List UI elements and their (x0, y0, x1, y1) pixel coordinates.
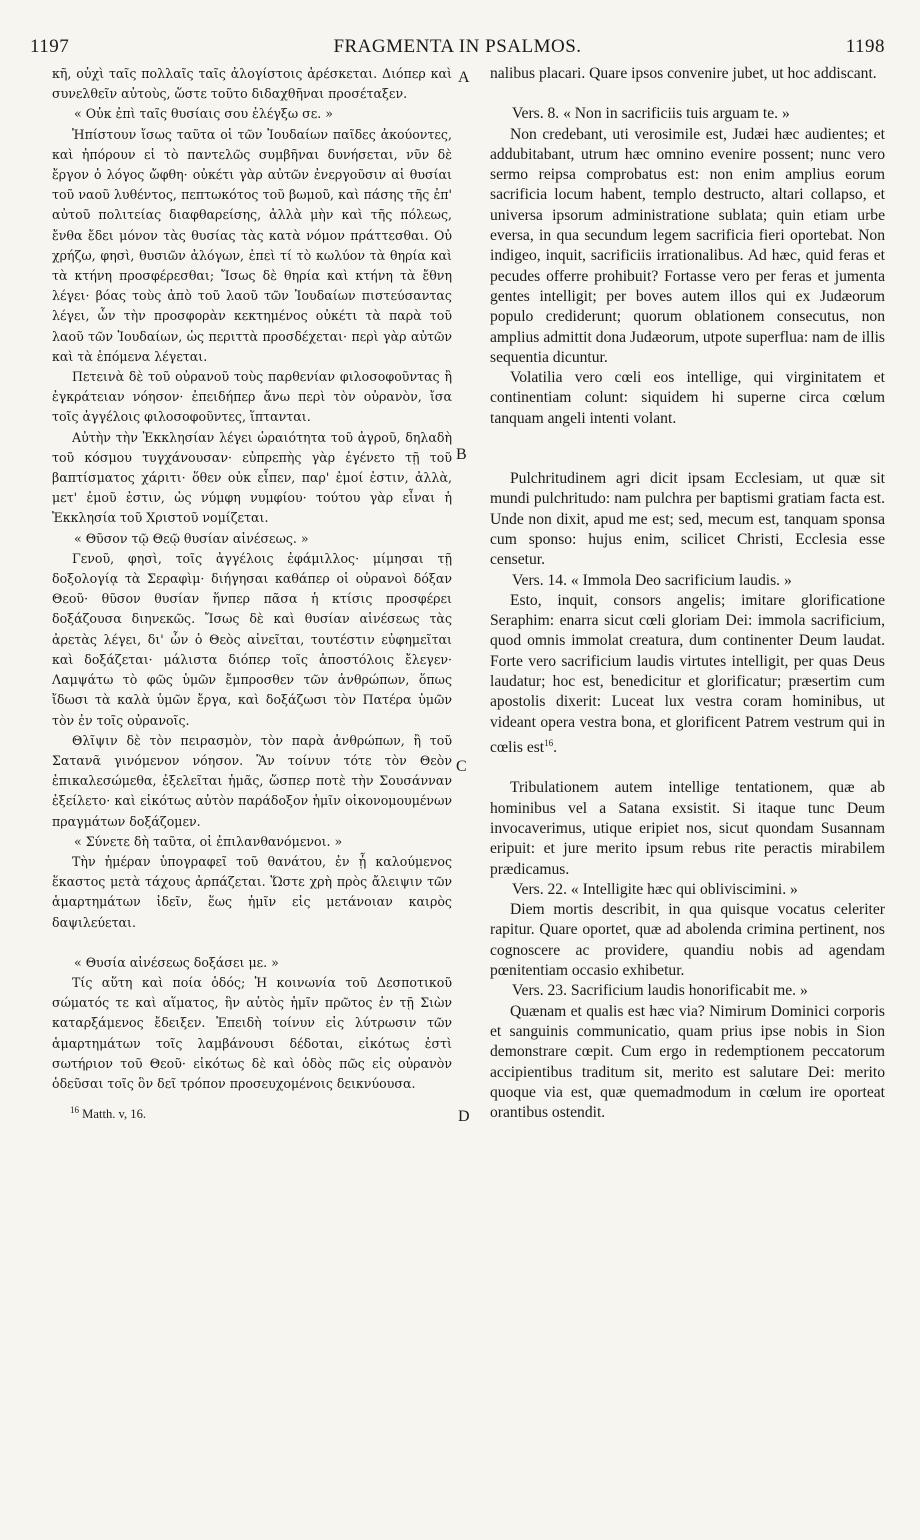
latin-paragraph-text: Esto, inquit, consors angelis; imitare glorificatione Seraphim: enarra sicut cœli gloriam Dei: immola sacrificium, quod omnis immolat creatura, dum continenter Deum laudat. Forte vero sacrificium laudis virtutes intelligit, per quas Deus laudatur; hoc est, benedicitur et glorificatur; præsertim cum apostolis dixerit: Luceat lux vestra coram hominibus, ut videant opera vestra bona, et glorificent Patrem vestrum qui in cœlis est (490, 591, 885, 757)
running-title: FRAGMENTA IN PSALMOS. (333, 36, 582, 57)
latin-paragraph: Volatilia vero cœli eos intellige, qui virginitatem et continentiam colunt: siquidem hi superne circa cœlum tanquam angeli intenti volant. (490, 369, 885, 427)
latin-verse-heading: Vers. 14. « Immola Deo sacrificium laudis. » (512, 571, 792, 589)
greek-paragraph: Αὐτὴν τὴν Ἐκκλησίαν λέγει ὡραιότητα τοῦ ἀγροῦ, δηλαδὴ τοῦ κόσμου τυγχάνουσαν· εὐπρεπὴς γὰρ ἐγένετο τῇ τοῦ βαπτίσματος χάριτι· ὅθεν οὐκ εἶπεν, παρ' ἐμοί ἐστιν, ἀλλὰ, μετ' ἐμοῦ ἐστιν, ὡς νύμφη νυμφίου· τούτου γὰρ εἶναι ἡ Ἐκκλησία τοῦ Χριστοῦ νομίζεται. (52, 429, 452, 526)
latin-verse-heading: Vers. 22. « Intelligite hæc qui obliviscimini. » (512, 880, 798, 898)
greek-paragraph: Ἠπίστουν ἴσως ταῦτα οἱ τῶν Ἰουδαίων παῖδες ἀκούοντες, καὶ ἠπόρουν εἰ τὸ παντελῶς συμβῆναι δυνήσεται, νῦν δὲ ἔργον ὁ λόγος ὤφθη· οὐκέτι γὰρ αὐτῶν ἐνεργοῦσιν αἱ θυσίαι τοῦ ναοῦ λυθέντος, πεπτωκότος τοῦ βωμοῦ, καὶ πάσης τῆς ἐπ' αὐτοῦ πολιτείας διαφθαρείσης, ἀλλὰ μὴν καὶ τῆς πόλεως, ἔνθα ἔδει μόνον τὰς θυσίας τὰς κατὰ νόμον πράττεσθαι. Οὐ χρήζω, φησὶ, θυσιῶν ἀλόγων, ἐπεὶ τί τὸ κωλύον τὰ θηρία καὶ τὰ κτήνη προσφέρεσθαι; Ἴσως δὲ θηρία καὶ κτήνη τὰ ἔθνη λέγει· βόας τοὺς ἀπὸ τοῦ λαοῦ τῶν Ἰουδαίων πιστεύσαντας λέγει, ὧν τὴν προσφορὰν κεκτημένος οὐκέτι τὰ παρὰ τοῦ λαοῦ τῶν Ἰουδαίων, ὡς περιττὰ προσδέχεται· περὶ γὰρ αὐτῶν καὶ τὰ ἑπόμενα λέγεται. (52, 126, 452, 364)
page-number-left: 1197 (30, 36, 70, 57)
latin-paragraph: Pulchritudinem agri dicit ipsam Ecclesiam, ut quæ sit mundi pulchritudo: nam pulchra per baptismi gratiam facta est. Unde non dixit, apud me est; sed, mecum est, tanquam sponsa cum sponso: hujus enim, scilicet Christi, Ecclesia esse censetur. (490, 470, 885, 569)
greek-paragraph: Γενοῦ, φησὶ, τοῖς ἀγγέλοις ἐφάμιλλος· μίμησαι τῇ δοξολογίᾳ τὰ Σεραφὶμ· διήγησαι καθάπερ οἱ οὐρανοὶ δόξαν Θεοῦ· θῦσον θυσίαν ἥνπερ πᾶσα ἡ κτίσις προσφέρει δοξάζουσα διηνεκῶς. Ἴσως δὲ καὶ θυσίαν αἰνέσεως τὰς ἀρετὰς λέγει, δι' ὧν ὁ Θεὸς αἰνεῖται, τουτέστιν εὐφημεῖται καὶ δοξάζεται· μάλιστα διόπερ τοῖς ἀποστόλοις ἔλεγεν· Λαμψάτω τὸ φῶς ὑμῶν ἔμπροσθεν τῶν ἀνθρώπων, ὅπως ἴδωσι τὰ καλὰ ὑμῶν ἔργα, καὶ δοξάζωσι τὸν Πατέρα ὑμῶν τὸν ἐν τοῖς οὐρανοῖς. (52, 550, 452, 728)
greek-paragraph: Θλῖψιν δὲ τὸν πειρασμὸν, τὸν παρὰ ἀνθρώπων, ἢ τοῦ Σατανᾶ γινόμενον νόησον. Ἂν τοίνυν τότε τὸν Θεὸν ἐπικαλεσώμεθα, ἐξελεῖται ἡμᾶς, ὥσπερ ποτὲ τὴν Σουσάνναν ἐξείλετο· καὶ εἰκότως αὐτὸν παράδοξον ἡμῖν οἰκονομουμένων πραγμάτων δοξάζομεν. (52, 732, 452, 829)
footnote-ref: 16 (544, 737, 554, 748)
greek-verse-heading: « Σύνετε δὴ ταῦτα, οἱ ἐπιλανθανόμενοι. » (74, 833, 343, 849)
footnote-number: 16 (70, 1105, 79, 1116)
latin-column (490, 64, 885, 1123)
footnote (52, 1100, 452, 1124)
margin-marker-d: D (458, 1108, 470, 1125)
greek-column (52, 64, 452, 1125)
latin-paragraph: Non credebant, uti verosimile est, Judæi hæc audientes; et addubitabant, utrum hæc omnino evenire possent; nunc vero sermo reipsa comprobatus est: non enim amplius eorum sacrificia locum habent, templo destructo, altari collapso, et universa ipsorum administratione sublata; quin etiam urbe eversa, in qua secundum legem sacrificia fieri oportebat. Non indigeo, inquit, sacrificiis irrationalibus. Ad hæc, quid feras et pecudes offerre prohibuit? Fortasse vero per feras et jumenta gentes intelligit; per boves autem illos qui ex Judæorum populo crediderunt; quorum oblationem consecutus, non amplius admittit dona Judæorum, utpote superflua: nam de illis sequentia dicuntur. (490, 125, 885, 366)
page-header (30, 36, 885, 60)
latin-paragraph: Esto, inquit, consors angelis; imitare glorificatione Seraphim: enarra sicut cœli gloriam Dei: immola sacrificium, quod omnis immolat creatura, dum continenter Deum laudat. Forte vero sacrificium laudis virtutes intelligit, per quas Deus laudatur; hoc est, benedicitur et glorificatur; præsertim cum apostolis dixerit: Luceat lux vestra coram hominibus, ut videant opera vestra bona, et glorificent Patrem vestrum qui in cœlis est$^{16}$. (490, 591, 885, 757)
greek-paragraph: Τίς αὕτη καὶ ποία ὁδός; Ἡ κοινωνία τοῦ Δεσποτικοῦ σώματός τε καὶ αἵματος, ἣν αὐτὸς ἡμῖν πρῶτος ἐν τῇ Σιὼν καταρξάμενος ἔδειξεν. Ἐπειδὴ τοίνυν εἰς λύτρωσιν τῶν ἁμαρτημάτων τοῖς λαμβάνουσι δέδοται, εἰκότως ἐστὶ σωτήριον τοῦ Θεοῦ· εἰκότως δὲ καὶ ὁδὸς πῶς εἰς οὐρανὸν ὁδεῦσαι τοῖς ὃν δεῖ τρόπον προσευχομένοις δεικνύουσα. (52, 974, 452, 1091)
latin-verse-heading: Vers. 8. « Non in sacrificiis tuis arguam te. » (512, 105, 790, 123)
margin-marker-b: B (456, 446, 467, 463)
latin-paragraph: Quænam et qualis est hæc via? Nimirum Dominici corporis et sanguinis communicatio, quam prius ipse nobis in Sion demonstrare cœpit. Cum ergo in redemptionem peccatorum accipientibus traditum sit, merito est salutare Dei: merito quoque via est, quæ quemadmodum in cœlum ire oporteat orantibus ostendit. (490, 1002, 885, 1122)
greek-verse-heading: « Θῦσον τῷ Θεῷ θυσίαν αἰνέσεως. » (74, 530, 309, 546)
latin-paragraph: nalibus placari. Quare ipsos convenire jubet, ut hoc addiscant. (490, 65, 877, 82)
greek-paragraph: κῆ, οὐχὶ ταῖς πολλαῖς ταῖς ἀλογίστοις ἀρέσκεται. Διόπερ καὶ συνελθεῖν αὐτοὺς, ὥστε τοῦτο διδαχθῆναι προσέταξεν. (52, 66, 452, 102)
latin-paragraph: Tribulationem autem intellige tentationem, quæ ab hominibus vel a Satana exsistit. Si itaque tunc Deum invocaverimus, utique eripiet nos, sicut quondam Susannam eripuit: et jure merito ipsum rebus rite peractis mirabilem prædicamus. (490, 779, 885, 878)
greek-paragraph: Πετεινὰ δὲ τοῦ οὐρανοῦ τοὺς παρθενίαν φιλοσοφοῦντας ἢ ἐγκράτειαν νόησον· ἐπειδήπερ ἄνω περὶ τὸν οὐρανὸν, ἴσα τοῖς ἀγγέλοις φιλοσοφοῦντες, ἵπτανται. (52, 369, 452, 425)
greek-verse-heading: « Οὐκ ἐπὶ ταῖς θυσίαις σου ἐλέγξω σε. » (74, 106, 333, 122)
margin-marker-c: C (456, 758, 467, 775)
margin-marker-a: A (458, 69, 470, 86)
footnote-text: Matth. v, 16. (82, 1107, 147, 1122)
latin-verse-heading: Vers. 23. Sacrificium laudis honorificabit me. » (512, 982, 808, 1000)
greek-paragraph: Τὴν ἡμέραν ὑπογραφεῖ τοῦ θανάτου, ἐν ᾗ καλούμενος ἕκαστος μετὰ τάχους ἁρπάζεται. Ὥστε χρὴ πρὸς ἄλειψιν τῶν ἁμαρτημάτων ἰδεῖν, ἕως ἡμῖν εἰς μετάνοιαν καιρὸς δαψιλεύεται. (52, 853, 452, 930)
page-number-right: 1198 (845, 36, 885, 57)
latin-paragraph: Diem mortis describit, in qua quisque vocatus celeriter rapitur. Quare oportet, quæ ad abolenda crimina pertinent, nos cognoscere ac providere, quandiu nobis ad agendam pœnitentiam occasio exhibetur. (490, 901, 885, 980)
greek-verse-heading: « Θυσία αἰνέσεως δοξάσει με. » (74, 954, 279, 970)
